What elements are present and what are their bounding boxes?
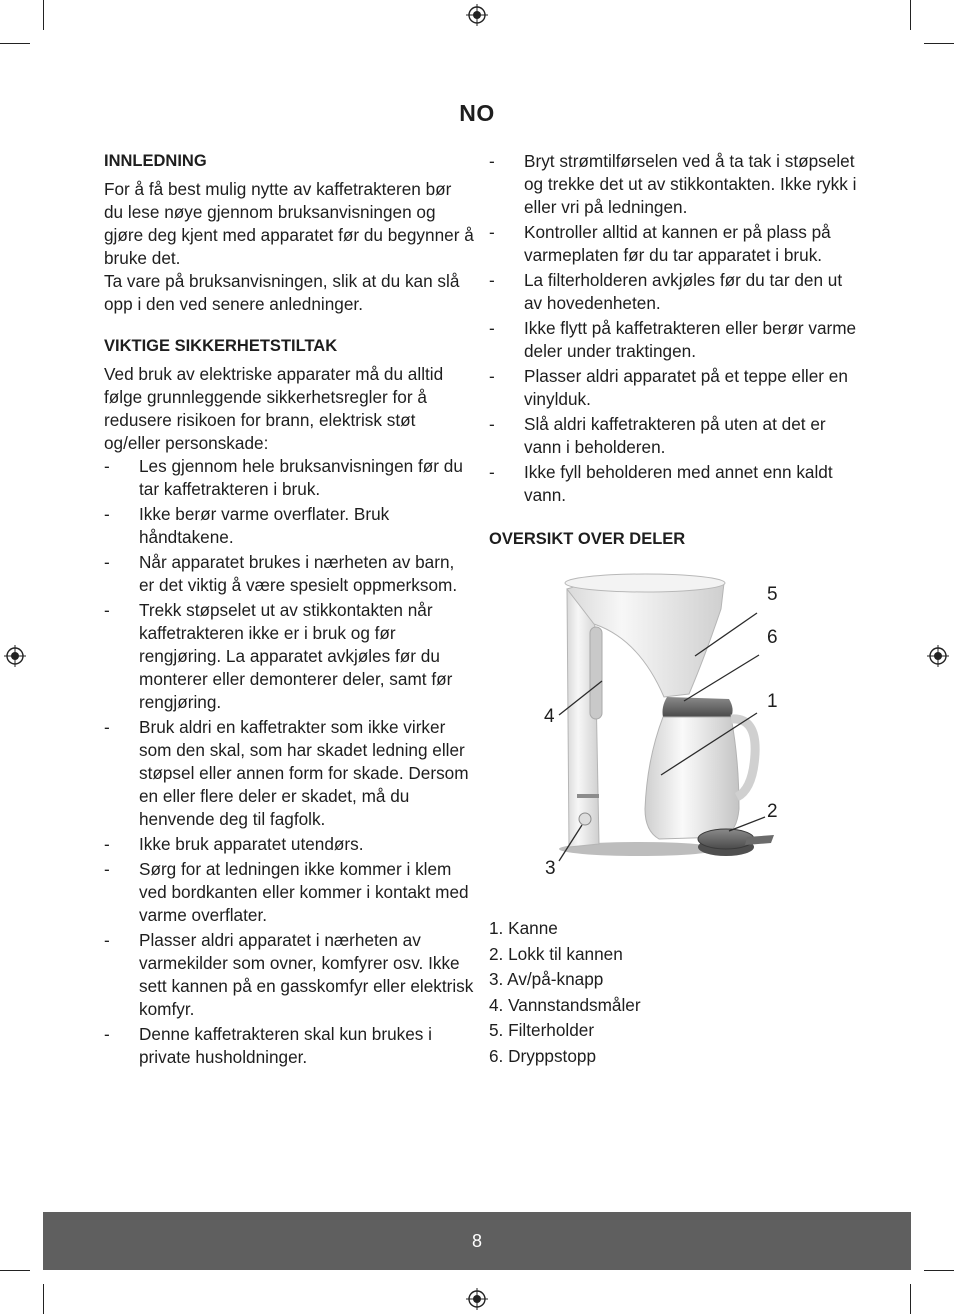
registration-mark-icon	[927, 645, 949, 667]
bullet-marker: -	[489, 318, 495, 338]
list-item: 3. Av/på-knapp	[489, 969, 604, 990]
bullet-marker: -	[489, 414, 495, 434]
list-item: - Ikke flytt på kaffetrakteren eller berør varme deler under traktingen.	[489, 318, 857, 361]
page-number: 8	[471, 1231, 482, 1251]
list-item: 5. Filterholder	[489, 1020, 595, 1041]
intro-paragraph: For å få best mulig nytte av kaffetrakteren bør du lese nøye gjennom bruksanvisningen og gjøre deg kjent med apparatet før du begynner å bruke det.	[104, 179, 474, 268]
list-item: 1. Kanne	[489, 918, 558, 938]
parts-heading: OVERSIKT OVER DELER	[489, 530, 686, 548]
crop-mark	[43, 0, 44, 30]
right-column	[489, 150, 861, 1070]
language-heading: NO	[459, 100, 495, 126]
callout-label: 5	[767, 584, 778, 605]
callout-label: 6	[767, 627, 778, 648]
list-item: - Trekk støpselet ut av stikkontakten når kaffetrakteren ikke er i bruk og før rengjøring. La apparatet avkjøles før du monterer eller demonterer deler, samt før rengjøring.	[104, 600, 453, 712]
callout-label: 2	[767, 801, 778, 822]
list-item: 4. Vannstandsmåler	[489, 994, 641, 1015]
bullet-marker: -	[104, 834, 110, 854]
crop-mark	[924, 43, 954, 44]
bullet-marker: -	[104, 1024, 110, 1044]
crop-mark	[924, 1270, 954, 1271]
list-item: - Ikke fyll beholderen med annet enn kaldt vann.	[489, 462, 833, 505]
left-column	[104, 150, 474, 1071]
crop-mark	[0, 1270, 30, 1271]
safety-list	[104, 455, 474, 1069]
registration-mark-icon	[466, 4, 488, 26]
safety-list-continued	[489, 150, 861, 507]
callout-label: 3	[545, 858, 556, 879]
list-item: - Bryt strømtilførselen ved å ta tak i støpselet og trekke det ut av stikkontakten. Ikke rykk i eller vri på ledningen.	[489, 151, 857, 217]
safety-intro: Ved bruk av elektriske apparater må du alltid følge grunnleggende sikkerhetsregler for å redusere risikoen for brann, elektrisk støt og/eller personskade:	[104, 364, 444, 453]
parts-list	[489, 916, 861, 1070]
list-item: - Slå aldri kaffetrakteren på uten at det er vann i beholderen.	[489, 414, 826, 457]
list-item: - Når apparatet brukes i nærheten av barn, er det viktig å være spesielt oppmerksom.	[104, 552, 458, 595]
list-item: - La filterholderen avkjøles før du tar den ut av hovedenheten.	[489, 270, 843, 313]
bullet-marker: -	[104, 456, 110, 476]
list-item: - Ikke bruk apparatet utendørs.	[104, 834, 364, 854]
bullet-marker: -	[489, 366, 495, 386]
list-item: - Plasser aldri apparatet på et teppe eller en vinylduk.	[489, 366, 848, 409]
list-item: - Sørg for at ledningen ikke kommer i klem ved bordkanten eller kommer i kontakt med varme overflater.	[104, 859, 469, 925]
crop-mark	[910, 1284, 911, 1314]
list-item: - Kontroller alltid at kannen er på plass på varmeplaten før du tar apparatet i bruk.	[489, 222, 831, 265]
bullet-marker: -	[104, 930, 110, 950]
bullet-marker: -	[104, 717, 110, 737]
bullet-marker: -	[489, 270, 495, 290]
bullet-marker: -	[489, 151, 495, 171]
page-footer	[43, 1212, 911, 1270]
intro-heading: INNLEDNING	[104, 152, 207, 170]
list-item: - Denne kaffetrakteren skal kun brukes i private husholdninger.	[104, 1024, 432, 1067]
bullet-marker: -	[489, 222, 495, 242]
callout-label: 4	[544, 706, 555, 727]
registration-mark-icon	[466, 1288, 488, 1310]
list-item: - Plasser aldri apparatet i nærheten av varmekilder som ovner, komfyrer osv. Ikke sett kannen på en gasskomfyr eller elektrisk komfyr.	[104, 930, 474, 1019]
bullet-marker: -	[104, 859, 110, 879]
bullet-marker: -	[104, 504, 110, 524]
list-item: - Les gjennom hele bruksanvisningen før du tar kaffetrakteren i bruk.	[104, 456, 463, 499]
callout-label: 1	[767, 691, 778, 712]
bullet-marker: -	[104, 600, 110, 620]
registration-mark-icon	[4, 645, 26, 667]
list-item: 6. Dryppstopp	[489, 1045, 597, 1066]
safety-heading: VIKTIGE SIKKERHETSTILTAK	[104, 337, 338, 355]
bullet-marker: -	[104, 552, 110, 572]
crop-mark	[43, 1284, 44, 1314]
list-item: 2. Lokk til kannen	[489, 943, 623, 964]
list-item: - Bruk aldri en kaffetrakter som ikke virker som den skal, som har skadet ledning eller støpsel eller annen form for skade. Dersom en eller flere deler er skadet, må du henvende deg til fagfolk.	[104, 717, 469, 829]
bullet-marker: -	[489, 462, 495, 482]
coffee-maker-diagram	[489, 569, 809, 884]
list-item: - Ikke berør varme overflater. Bruk håndtakene.	[104, 504, 390, 547]
intro-paragraph: Ta vare på bruksanvisningen, slik at du kan slå opp i den ved senere anledninger.	[104, 271, 460, 314]
crop-mark	[910, 0, 911, 30]
crop-mark	[0, 43, 30, 44]
coffee-maker-illustration	[489, 569, 809, 884]
